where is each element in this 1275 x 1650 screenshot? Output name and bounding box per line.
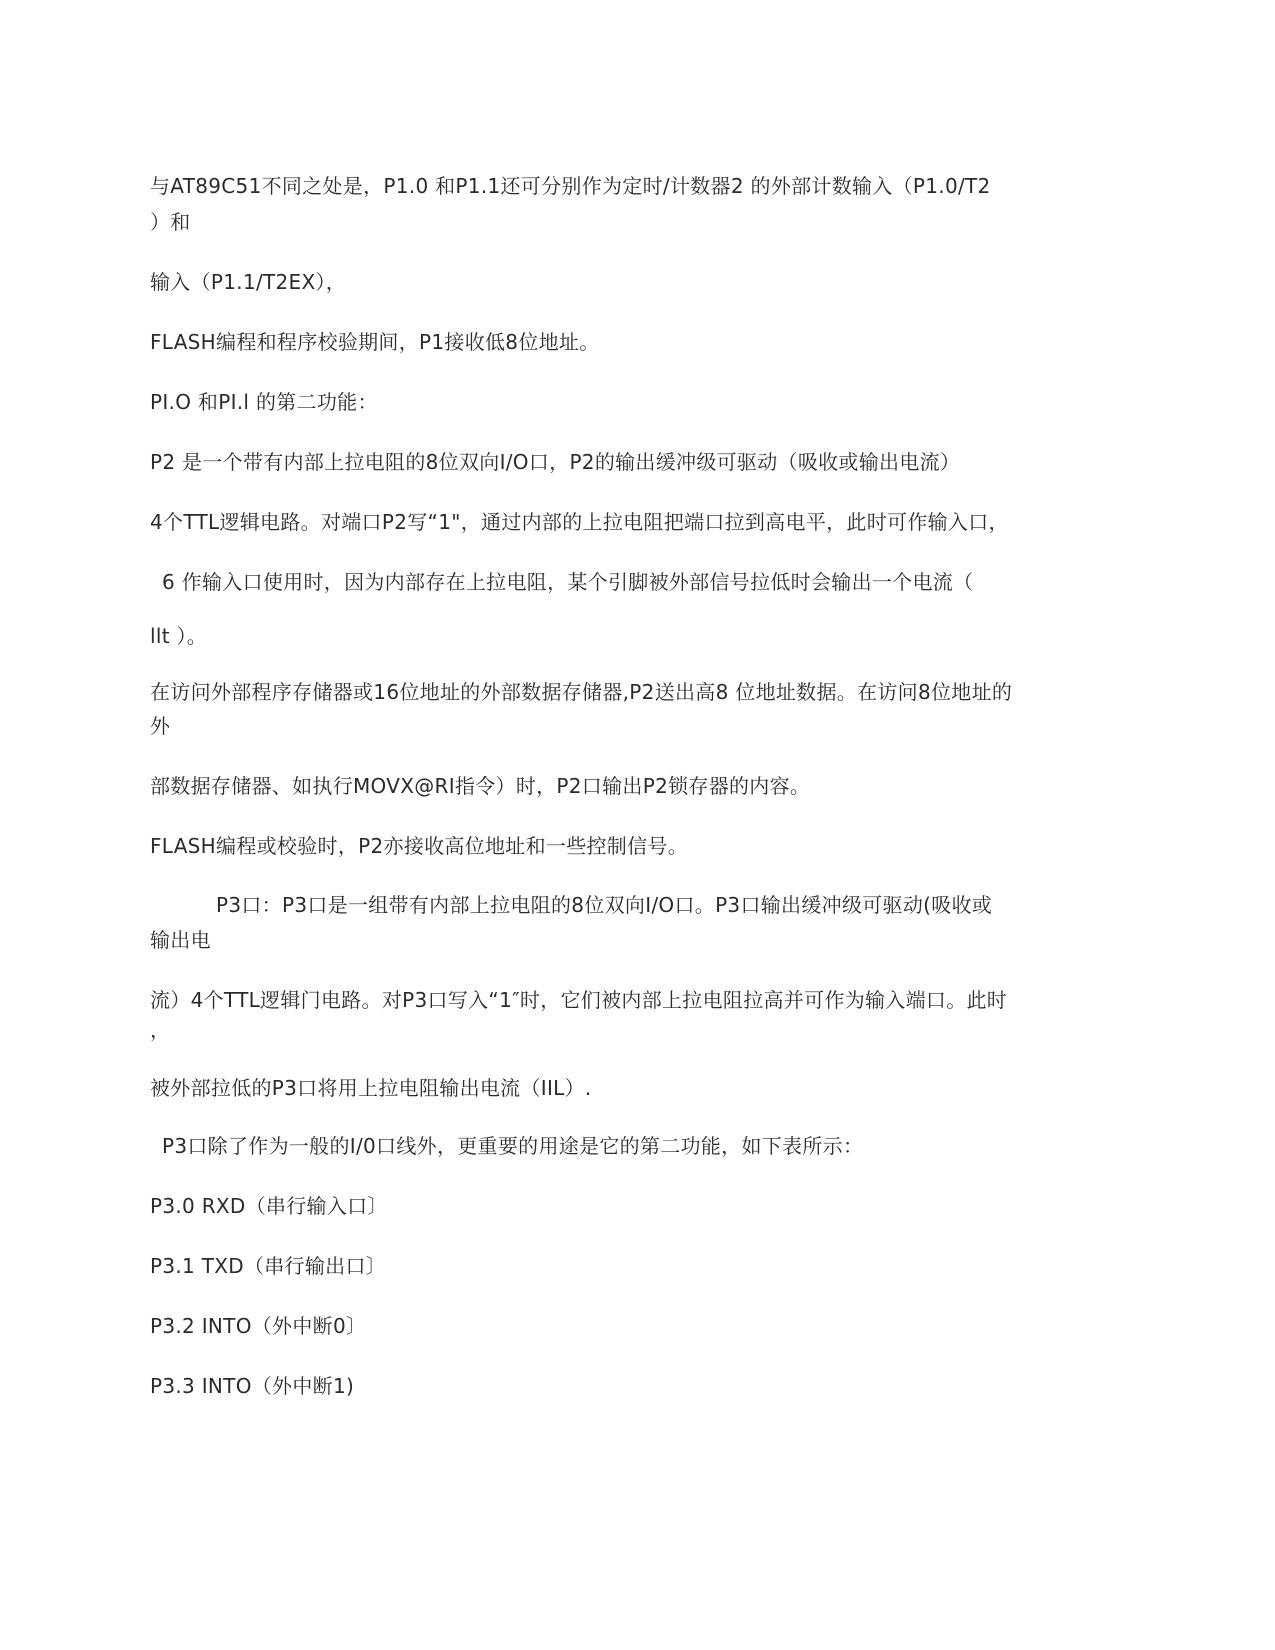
paragraph-line: 部数据存储器、如执行MOVX@RI指令）时，P2口输出P2锁存器的内容。: [150, 774, 811, 798]
paragraph-line: 4个TTL逻辑电路。对端口P2写“1"，通过内部的上拉电阻把端口拉到高电平，此时可作输入口，: [150, 510, 1009, 534]
paragraph-line: 在访问外部程序存储器或16位地址的外部数据存储器,P2送出高8 位地址数据。在访问8位地址的: [150, 680, 1013, 704]
paragraph-line: 输入（P1.1/T2EX），: [150, 270, 347, 294]
list-item: P3.0 RXD（串行输入口〕: [150, 1194, 388, 1218]
paragraph-line: P3口：P3口是一组带有内部上拉电阻的8位双向I/O口。P3口输出缓冲级可驱动(吸收或: [216, 893, 993, 917]
paragraph-line: FLASH编程或校验时，P2亦接收高位地址和一些控制信号。: [150, 834, 689, 858]
paragraph-line: 与AT89C51不同之处是，P1.0 和P1.1还可分别作为定时/计数器2 的外部计数输入（P1.0/T2: [150, 174, 991, 198]
paragraph-line: FLASH编程和程序校验期间，P1接收低8位地址。: [150, 330, 600, 354]
paragraph-line: 输出电: [150, 928, 211, 952]
paragraph-line: 6 作输入口使用时，因为内部存在上拉电阻，某个引脚被外部信号拉低时会输出一个电流（: [162, 570, 974, 594]
list-item: P3.3 INTO（外中断1): [150, 1374, 355, 1398]
list-item: P3.1 TXD（串行输出口〕: [150, 1254, 387, 1278]
paragraph-line: P2 是一个带有内部上拉电阻的8位双向I/O口，P2的输出缓冲级可驱动（吸收或输出电流）: [150, 450, 961, 474]
paragraph-line: 被外部拉低的P3口将用上拉电阻输出电流（IIL）.: [150, 1076, 592, 1100]
list-item: P3.2 INTO（外中断0〕: [150, 1314, 367, 1338]
paragraph-line: 外: [150, 714, 171, 738]
paragraph-line: 流）4个TTL逻辑门电路。对P3口写入“1″时，它们被内部上拉电阻拉高并可作为输入端口。此时: [150, 988, 1008, 1012]
paragraph-line: llt ）。: [150, 624, 208, 648]
paragraph-line: P3口除了作为一般的I/0口线外，更重要的用途是它的第二功能，如下表所示：: [162, 1134, 864, 1158]
section-heading: PI.O 和PI.l 的第二功能：: [150, 390, 378, 414]
paragraph-line: ，: [150, 1018, 171, 1042]
paragraph-line: ）和: [150, 210, 191, 234]
